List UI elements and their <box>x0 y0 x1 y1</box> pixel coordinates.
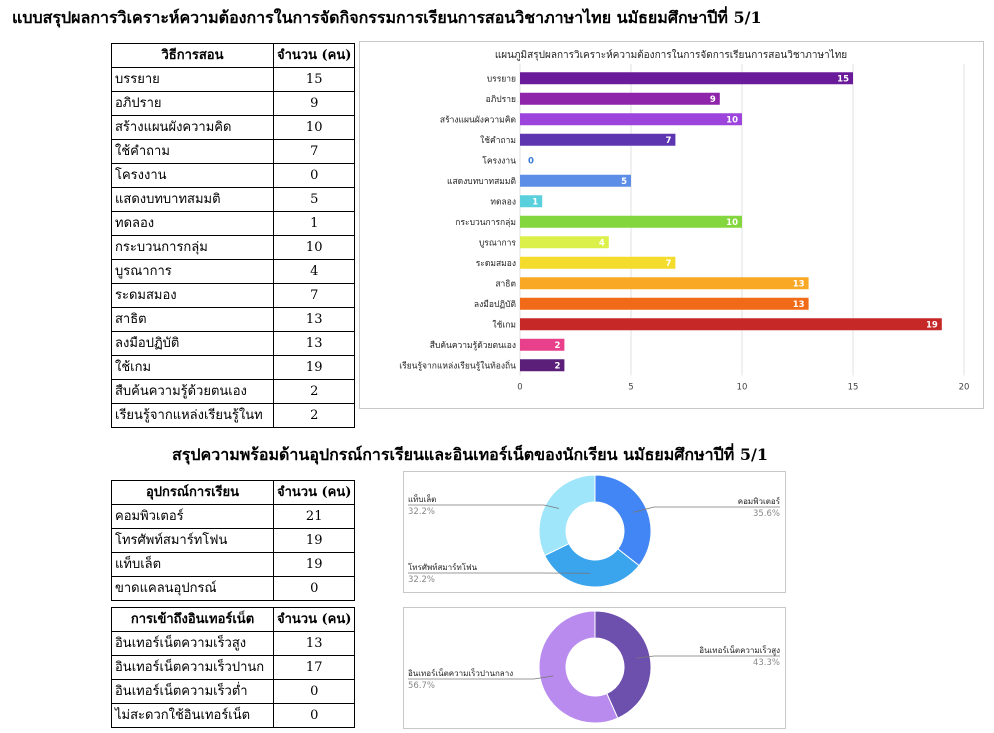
table-row <box>112 529 355 553</box>
internet-donut-chart <box>403 607 786 729</box>
row-count-cell: 7 <box>274 284 355 308</box>
pie-slice <box>595 475 651 566</box>
bar <box>520 113 742 125</box>
bar <box>520 298 809 310</box>
table-row <box>112 116 355 140</box>
table-row <box>112 404 355 428</box>
row-label-cell: อินเทอร์เน็ตความเร็วต่ำ <box>112 680 274 704</box>
category-label: แสดงบทบาทสมมติ <box>446 176 516 187</box>
donut-chart-canvas <box>404 472 785 592</box>
table-row <box>112 92 355 116</box>
row-label-cell: ไม่สะดวกใช้อินเทอร์เน็ต <box>112 704 274 728</box>
bar <box>520 216 742 228</box>
x-tick-label: 10 <box>736 382 748 393</box>
table-row <box>112 632 355 656</box>
bar <box>520 93 720 105</box>
category-label: สืบค้นความรู้ด้วยตนเอง <box>429 340 516 351</box>
row-label-cell: บูรณาการ <box>112 260 274 284</box>
x-tick-label: 15 <box>847 382 859 393</box>
category-label: บูรณาการ <box>478 238 516 249</box>
bar <box>520 195 542 207</box>
slice-percent: 43.3% <box>752 658 780 668</box>
row-count-cell: 2 <box>274 404 355 428</box>
table-header-row <box>112 44 355 68</box>
category-label: ใช้คำถาม <box>480 135 516 146</box>
slice-label: อินเทอร์เน็ตความเร็วปานกลาง <box>408 669 514 678</box>
row-label-cell: แท็บเล็ต <box>112 553 274 577</box>
category-label: ลงมือปฏิบัติ <box>473 299 516 310</box>
bar <box>520 236 609 248</box>
data-label: 15 <box>837 74 849 85</box>
slice-percent: 56.7% <box>408 681 436 691</box>
row-count-cell: 10 <box>274 116 355 140</box>
x-tick-label: 20 <box>958 382 970 393</box>
row-count-cell: 15 <box>274 68 355 92</box>
row-label-cell: กระบวนการกลุ่ม <box>112 236 274 260</box>
table-row <box>112 332 355 356</box>
bar <box>520 257 675 269</box>
table-row <box>112 260 355 284</box>
row-label-cell: ใช้เกม <box>112 356 274 380</box>
row-label-cell: ระดมสมอง <box>112 284 274 308</box>
row-count-cell: 21 <box>274 505 355 529</box>
chart-title: แผนภูมิสรุปผลการวิเคราะห์ความต้องการในการจัดการเรียนการสอนวิชาภาษาไทย <box>494 50 848 61</box>
row-count-cell: 2 <box>274 380 355 404</box>
row-label-cell: อินเทอร์เน็ตความเร็วสูง <box>112 632 274 656</box>
table-row <box>112 212 355 236</box>
slice-percent: 32.2% <box>408 507 436 517</box>
data-label: 9 <box>709 94 716 105</box>
table-row <box>112 68 355 92</box>
row-label-cell: ขาดแคลนอุปกรณ์ <box>112 577 274 601</box>
table-row <box>112 553 355 577</box>
devices-table <box>111 480 355 601</box>
column-header: จำนวน (คน) <box>274 44 355 68</box>
row-label-cell: อินเทอร์เน็ตความเร็วปานก <box>112 656 274 680</box>
table-row <box>112 356 355 380</box>
row-label-cell: อภิปราย <box>112 92 274 116</box>
data-label: 2 <box>554 340 561 351</box>
row-count-cell: 19 <box>274 553 355 577</box>
data-label: 7 <box>665 135 672 146</box>
data-label: 10 <box>726 115 738 126</box>
row-count-cell: 13 <box>274 332 355 356</box>
column-header: วิธีการสอน <box>112 44 274 68</box>
x-tick-label: 0 <box>517 382 523 393</box>
data-label: 10 <box>726 217 738 228</box>
row-label-cell: บรรยาย <box>112 68 274 92</box>
row-count-cell: 0 <box>274 577 355 601</box>
bar <box>520 277 809 289</box>
row-label-cell: คอมพิวเตอร์ <box>112 505 274 529</box>
data-label: 4 <box>598 238 605 249</box>
row-label-cell: สืบค้นความรู้ด้วยตนเอง <box>112 380 274 404</box>
row-label-cell: ใช้คำถาม <box>112 140 274 164</box>
category-label: สร้างแผนผังความคิด <box>439 115 516 126</box>
row-count-cell: 19 <box>274 356 355 380</box>
row-count-cell: 1 <box>274 212 355 236</box>
row-count-cell: 0 <box>274 704 355 728</box>
data-label: 0 <box>528 156 534 167</box>
category-label: ทดลอง <box>490 197 516 208</box>
row-label-cell: สร้างแผนผังความคิด <box>112 116 274 140</box>
table-row <box>112 656 355 680</box>
column-header: จำนวน (คน) <box>274 608 355 632</box>
slice-label: แท็บเล็ต <box>408 495 437 504</box>
row-count-cell: 4 <box>274 260 355 284</box>
table-row <box>112 505 355 529</box>
bar <box>520 318 942 330</box>
table-row <box>112 704 355 728</box>
data-label: 5 <box>621 176 627 187</box>
row-count-cell: 9 <box>274 92 355 116</box>
table-row <box>112 188 355 212</box>
row-count-cell: 7 <box>274 140 355 164</box>
category-label: บรรยาย <box>486 74 516 85</box>
row-label-cell: เรียนรู้จากแหล่งเรียนรู้ในท <box>112 404 274 428</box>
data-label: 13 <box>792 299 805 310</box>
row-count-cell: 5 <box>274 188 355 212</box>
row-count-cell: 0 <box>274 164 355 188</box>
devices-donut-chart <box>403 471 786 593</box>
row-label-cell: ลงมือปฏิบัติ <box>112 332 274 356</box>
data-label: 7 <box>665 258 672 269</box>
teaching-methods-table <box>111 43 355 428</box>
page-heading-equipment: สรุปความพร้อมด้านอุปกรณ์การเรียนและอินเทอร์เน็ตของนักเรียน นมัธยมศึกษาปีที่ 5/1 <box>172 445 769 464</box>
teaching-bar-chart <box>359 41 984 409</box>
donut-chart-canvas <box>404 608 785 728</box>
category-label: อภิปราย <box>485 94 516 105</box>
slice-percent: 35.6% <box>752 509 780 519</box>
row-count-cell: 13 <box>274 632 355 656</box>
table-row <box>112 140 355 164</box>
row-label-cell: โครงงาน <box>112 164 274 188</box>
category-label: เรียนรู้จากแหล่งเรียนรู้ในท้องถิ่น <box>399 361 516 372</box>
table-row <box>112 308 355 332</box>
row-label-cell: แสดงบทบาทสมมติ <box>112 188 274 212</box>
category-label: ระดมสมอง <box>475 258 516 269</box>
table-row <box>112 577 355 601</box>
row-count-cell: 17 <box>274 656 355 680</box>
category-label: กระบวนการกลุ่ม <box>455 217 516 228</box>
table-header-row <box>112 608 355 632</box>
category-label: โครงงาน <box>482 156 516 167</box>
bar-chart-canvas <box>360 42 983 408</box>
slice-label: อินเทอร์เน็ตความเร็วสูง <box>699 646 780 655</box>
table-row <box>112 284 355 308</box>
data-label: 2 <box>554 361 561 372</box>
column-header: อุปกรณ์การเรียน <box>112 481 274 505</box>
category-label: ใช้เกม <box>492 320 516 331</box>
table-row <box>112 164 355 188</box>
page-heading-main: แบบสรุปผลการวิเคราะห์ความต้องการในการจัดกิจกรรมการเรียนการสอนวิชาภาษาไทย นมัธยมศึกษาปีที่ 5/1 <box>12 8 762 27</box>
pie-slice <box>539 475 595 555</box>
data-label: 1 <box>532 197 539 208</box>
data-label: 13 <box>792 279 805 290</box>
slice-percent: 32.2% <box>408 575 436 585</box>
internet-table <box>111 607 355 728</box>
row-label-cell: โทรศัพท์สมาร์ทโฟน <box>112 529 274 553</box>
row-count-cell: 13 <box>274 308 355 332</box>
row-count-cell: 0 <box>274 680 355 704</box>
bar <box>520 72 853 84</box>
bar <box>520 175 631 187</box>
x-tick-label: 5 <box>628 382 634 393</box>
row-label-cell: สาธิต <box>112 308 274 332</box>
row-label-cell: ทดลอง <box>112 212 274 236</box>
slice-label: คอมพิวเตอร์ <box>737 497 780 506</box>
row-count-cell: 10 <box>274 236 355 260</box>
bar <box>520 134 675 146</box>
slice-label: โทรศัพท์สมาร์ทโฟน <box>408 563 478 572</box>
table-row <box>112 236 355 260</box>
row-count-cell: 19 <box>274 529 355 553</box>
table-row <box>112 680 355 704</box>
table-row <box>112 380 355 404</box>
table-header-row <box>112 481 355 505</box>
column-header: จำนวน (คน) <box>274 481 355 505</box>
data-label: 19 <box>925 320 938 331</box>
category-label: สาธิต <box>495 279 516 290</box>
column-header: การเข้าถึงอินเทอร์เน็ต <box>112 608 274 632</box>
